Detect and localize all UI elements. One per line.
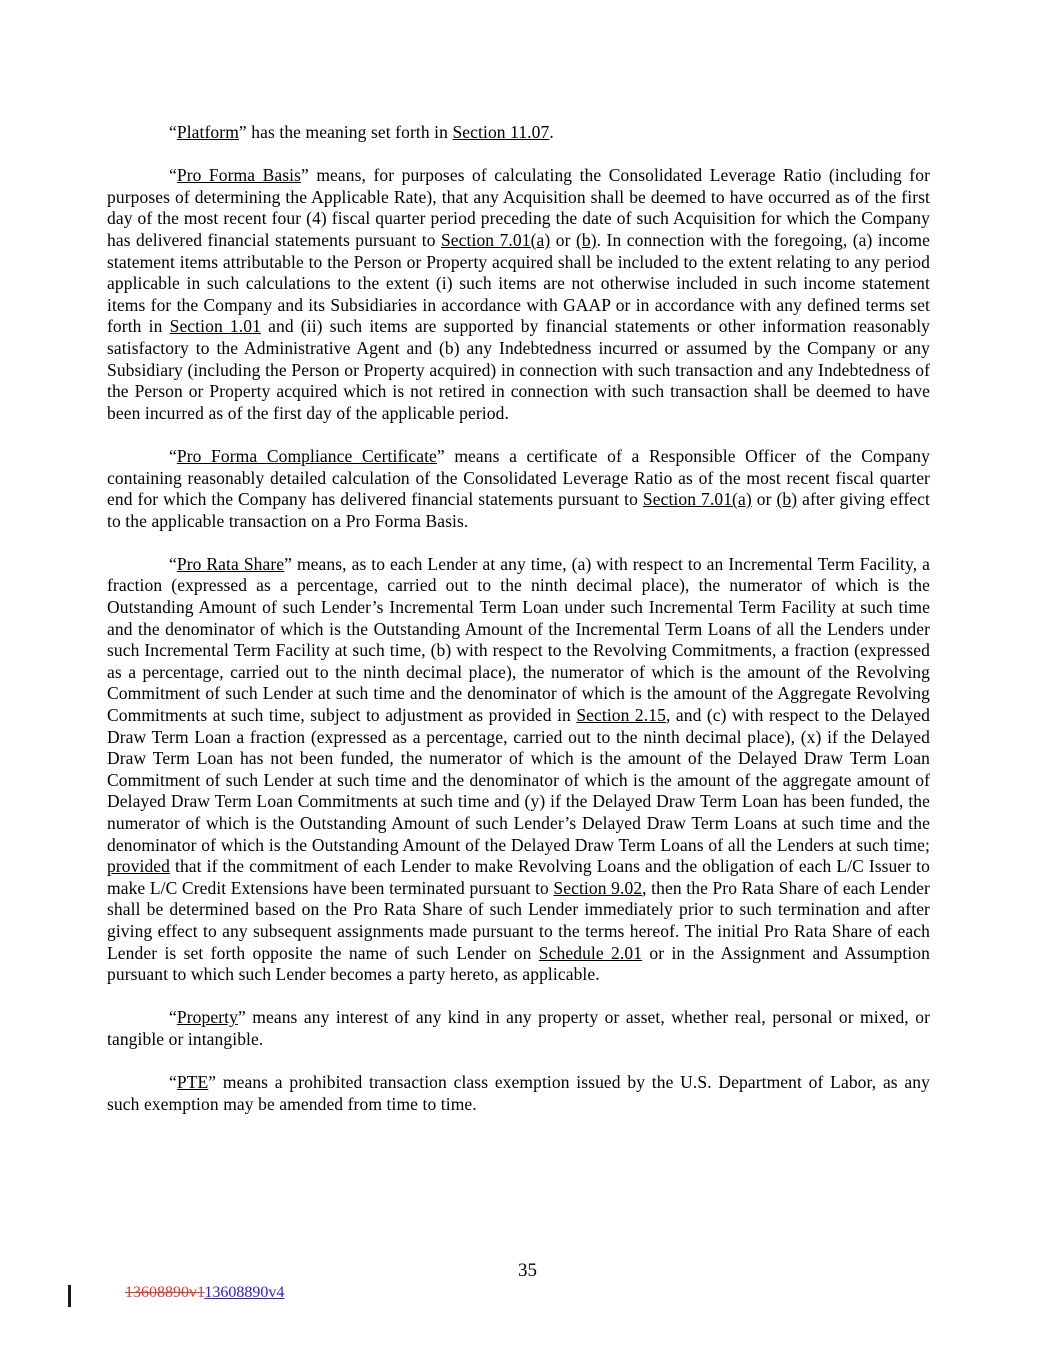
text-run: “ <box>169 1072 177 1093</box>
text-run: or <box>550 229 576 250</box>
paragraph <box>107 122 930 144</box>
page-number: 35 <box>518 1260 537 1281</box>
document-id-inserted-link[interactable]: 13608890v4 <box>204 1284 285 1301</box>
text-run: ” means a certificate of a Responsible Officer of the Company containing reasonably detailed calculation of the Consolidated Leverage Ratio as of the most recent fiscal quarter end for which the Company has delivered financial statements pursuant to <box>107 445 931 510</box>
text-run: “ <box>169 165 177 186</box>
paragraph <box>107 446 930 532</box>
emphasized-word: provided <box>107 856 171 877</box>
section-reference: Section 9.02 <box>553 877 643 898</box>
section-reference: Section 2.15 <box>576 705 666 726</box>
text-run: and (ii) such items are supported by financial statements or other information reasonably satisfactory to the Administrative Agent and (b) any Indebtedness incurred or assumed by the Company or any Subsidiary (including the Person or Property acquired) in connection with such transaction and any Indebtedness of the Person or Property acquired which is not retired in connection with such transaction shall be deemed to have been incurred as of the first day of the applicable period. <box>107 316 930 423</box>
text-run: after giving effect to the applicable transaction on a Pro Forma Basis. <box>107 489 930 531</box>
text-run: ” means a prohibited transaction class exemption issued by the U.S. Department of Labor, as any such exemption may be amended from time to time. <box>107 1072 930 1114</box>
paragraph <box>107 1007 930 1050</box>
text-run: or <box>751 489 777 510</box>
defined-term: Property <box>176 1007 238 1028</box>
section-reference: Schedule 2.01 <box>538 942 643 963</box>
text-run: “ <box>169 553 177 574</box>
section-reference: Section 11.07 <box>452 122 550 142</box>
document-body <box>107 122 930 1137</box>
text-run: or in the Assignment and Assumption pursuant to which such Lender becomes a party hereto, as applicable. <box>107 942 930 985</box>
document-id-line <box>125 1283 284 1303</box>
section-reference: Section 7.01(a) <box>440 229 551 250</box>
text-run: ” means any interest of any kind in any property or asset, whether real, personal or mixed, or tangible or intangible. <box>107 1007 930 1049</box>
defined-term: PTE <box>176 1072 209 1093</box>
text-run: , then the Pro Rata Share of each Lender shall be determined based on the Pro Rata Share of such Lender immediately prior to such termination and after giving effect to any subsequent assignments made pursuant to the terms hereof. The initial Pro Rata Share of each Lender is set forth opposite the name of such Lender on <box>107 877 930 963</box>
text-run: ” means, as to each Lender at any time, (a) with respect to an Incremental Term Facility, a fraction (expressed as a percentage, carried out to the ninth decimal place), the numerator of which is the Outstanding Amount of such Lender’s Incremental Term Loan under such Incremental Term Facility at such time and the denominator of which is the Outstanding Amount of the Incremental Term Loans of all the Lenders under such Incremental Term Facility at such time, (b) with respect to the Revolving Commitments, a fraction (expressed as a percentage, carried out to the ninth decimal place), the numerator of which is the amount of the Revolving Commitment of such Lender at such time and the denominator of which is the amount of the Aggregate Revolving Commitments at such time, subject to adjustment as provided in <box>107 553 931 726</box>
text-run: “ <box>169 122 177 142</box>
section-reference: Section 1.01 <box>169 316 261 337</box>
paragraph <box>107 165 930 424</box>
document-id-deleted: 13608890v1 <box>125 1284 205 1301</box>
text-run: “ <box>169 445 177 466</box>
text-run: . In connection with the foregoing, (a) income statement items attributable to the Person or Property acquired shall be included to the extent relating to any period applicable in such calculations to the extent (i) such items are not otherwise included in such income statement items for the Company and its Subsidiaries in accordance with GAAP or in accordance with any defined terms set forth in <box>107 229 930 337</box>
section-reference: Section 7.01(a) <box>642 489 752 510</box>
text-run: ” has the meaning set forth in <box>238 122 453 142</box>
text-run: , and (c) with respect to the Delayed Draw Term Loan a fraction (expressed as a percentage, carried out to the ninth decimal place), (x) if the Delayed Draw Term Loan has not been funded, the numerator of which is the amount of the Delayed Draw Term Loan Commitment of such Lender at such time and the denominator of which is the amount of the aggregate amount of Delayed Draw Term Loan Commitments at such time and (y) if the Delayed Draw Term Loan has been funded, the numerator of which is the Outstanding Amount of such Lender’s Delayed Draw Term Loans at such time and the denominator of which is the Outstanding Amount of the Delayed Draw Term Loans of all the Lenders at such time; <box>107 705 930 855</box>
defined-term: Pro Forma Basis <box>176 165 301 186</box>
paragraph <box>107 554 930 986</box>
revision-change-bar <box>68 1285 71 1307</box>
defined-term: Pro Rata Share <box>176 553 285 574</box>
section-reference: (b) <box>575 229 597 250</box>
text-run: ” means, for purposes of calculating the Consolidated Leverage Ratio (including for purposes of determining the Applicable Rate), that any Acquisition shall be deemed to have occurred as of the first day of the most recent four (4) fiscal quarter period preceding the date of such Acquisition for which the Company has delivered financial statements pursuant to <box>107 165 930 250</box>
defined-term: Platform <box>176 122 239 142</box>
defined-term: Pro Forma Compliance Certificate <box>176 445 437 466</box>
text-run: “ <box>169 1007 177 1028</box>
paragraph <box>107 1072 930 1115</box>
text-run: . <box>549 122 554 142</box>
text-run: that if the commitment of each Lender to make Revolving Loans and the obligation of each L/C Issuer to make L/C Credit Extensions have been terminated pursuant to <box>107 856 930 898</box>
section-reference: (b) <box>776 489 798 510</box>
